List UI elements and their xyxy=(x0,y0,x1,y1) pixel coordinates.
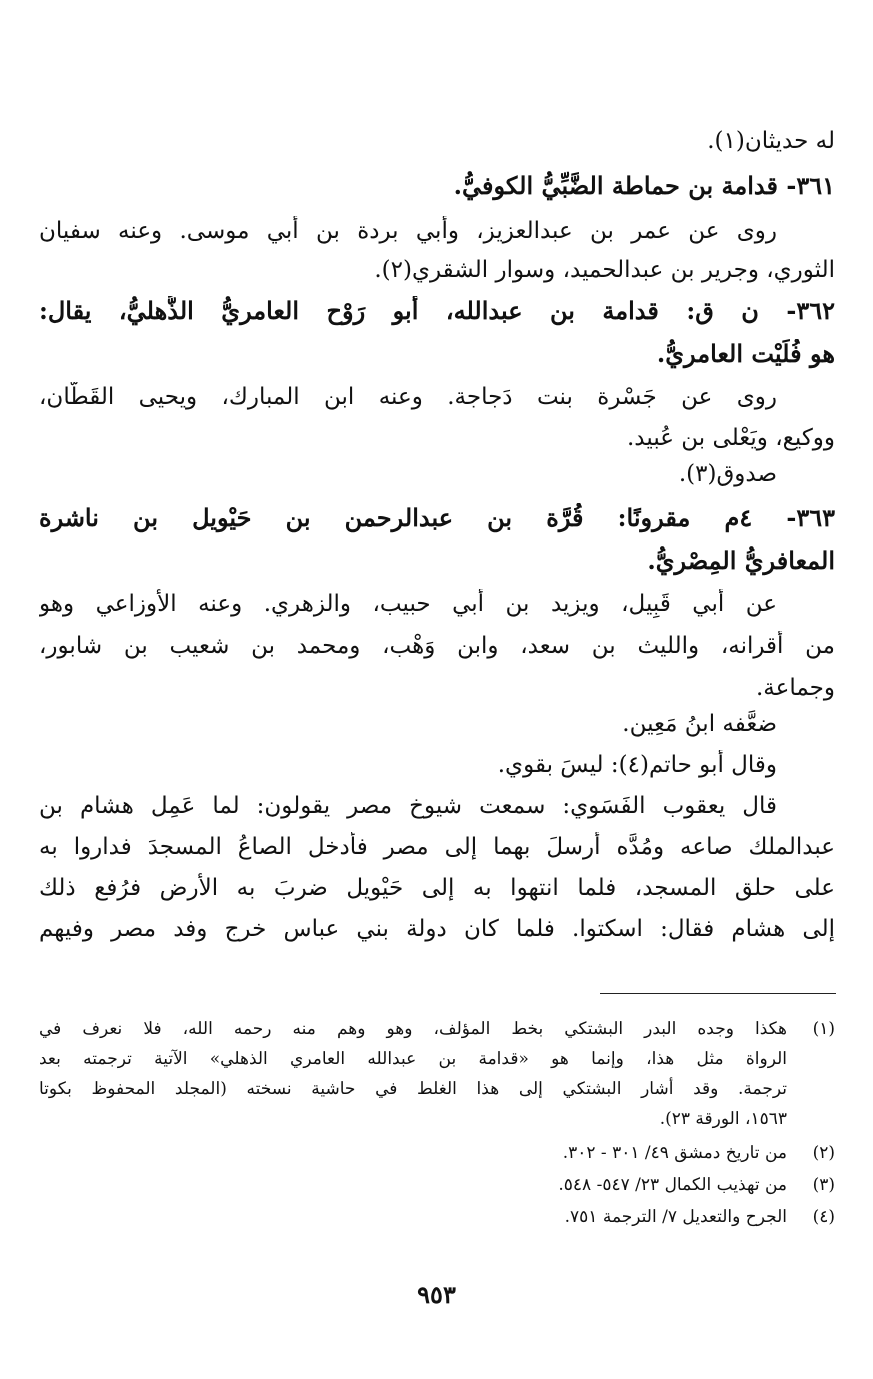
entry-heading-363: ٣٦٣- ٤م مقرونًا: قُرَّة بن عبدالرحمن بن حَيْويل بن ناشرة xyxy=(39,503,835,532)
footnote-text: ١٥٦٣، الورقة ٢٣). xyxy=(659,1109,787,1129)
text-line: على حلق المسجد، فلما انتهوا به إلى حَيْويل ضربَ به الأرض فرُفع ذلك xyxy=(39,875,835,901)
footnote-3 xyxy=(39,1172,835,1199)
footnote-1-line-3 xyxy=(39,1076,787,1103)
text-line: إلى هشام فقال: اسكتوا. فلما كان دولة بني عباس خرج وفد مصر وفيهم xyxy=(39,916,835,942)
footnote-text: الرواة مثل هذا، وإنما هو «قدامة بن عبدالله العامري الذهلي» الآتية ترجمته بعد xyxy=(39,1049,787,1069)
text-line: وجماعة. xyxy=(756,675,835,701)
footnote-text: من تاريخ دمشق ٤٩/ ٣٠١ - ٣٠٢. xyxy=(562,1143,787,1163)
text-line: روى عن جَسْرة بنت دَجاجة. وعنه ابن المبارك، ويحيى القَطَّان، xyxy=(39,384,777,410)
footnote-number: (٢) xyxy=(812,1143,835,1163)
text-line: عن أبي قَبِيل، ويزيد بن أبي حبيب، والزهري. وعنه الأوزاعي وهو xyxy=(39,591,777,617)
footnote-number: (١) xyxy=(812,1019,835,1039)
page-number: ٩٥٣ xyxy=(417,1280,456,1309)
entry-heading-361: ٣٦١- قدامة بن حماطة الضَّبِّيُّ الكوفيُّ. xyxy=(453,171,835,200)
entry-heading-362: ٣٦٢- ن ق: قدامة بن عبدالله، أبو رَوْح العامريُّ الذُّهليُّ، يقال: xyxy=(39,296,835,325)
text-line: الثوري، وجرير بن عبدالحميد، وسوار الشقري(٢). xyxy=(374,257,835,283)
entry-heading-362-cont: هو فُلَيْت العامريُّ. xyxy=(656,339,835,368)
footnote-1-line-4 xyxy=(39,1106,787,1133)
entry-heading-363-cont: المعافريُّ المِصْريُّ. xyxy=(647,546,835,575)
footnote-separator xyxy=(600,993,836,994)
footnote-1 xyxy=(39,1016,835,1043)
footnote-text: من تهذيب الكمال ٢٣/ ٥٤٧- ٥٤٨. xyxy=(558,1175,787,1195)
text-line: صدوق(٣). xyxy=(678,461,777,487)
footnote-number: (٣) xyxy=(812,1175,835,1195)
footnote-1-line-2 xyxy=(39,1046,787,1073)
text-line: وقال أبو حاتم(٤): ليسَ بقوي. xyxy=(497,752,777,778)
text-line: ضعَّفه ابنُ مَعِين. xyxy=(622,711,777,737)
text-line: روى عن عمر بن عبدالعزيز، وأبي بردة بن أبي موسى. وعنه سفيان xyxy=(39,218,777,244)
footnote-4 xyxy=(39,1204,835,1231)
footnote-text: ترجمة. وقد أشار البشتكي إلى هذا الغلط في حاشية نسخته (المجلد المحفوظ بكوتا xyxy=(39,1079,787,1099)
text-line: من أقرانه، والليث بن سعد، وابن وَهْب، ومحمد بن شعيب بن شابور، xyxy=(39,633,835,659)
footnote-text: هكذا وجده البدر البشتكي بخط المؤلف، وهو وهم منه رحمه الله، فلا نعرف في xyxy=(39,1019,787,1039)
footnote-number: (٤) xyxy=(812,1207,835,1227)
text-line: عبدالملك صاعه ومُدَّه أرسلَ بهما إلى مصر فأُدخل الصاعُ المسجدَ فداروا به xyxy=(39,834,835,860)
text-line: قال يعقوب الفَسَوي: سمعت شيوخ مصر يقولون: لما عَمِل هشام بن xyxy=(39,793,777,819)
text-line: له حديثان(١). xyxy=(707,128,835,154)
footnote-2 xyxy=(39,1140,835,1167)
footnote-text: الجرح والتعديل ٧/ الترجمة ٧٥١. xyxy=(564,1207,787,1227)
text-line: ووكيع، ويَعْلى بن عُبيد. xyxy=(627,425,835,451)
